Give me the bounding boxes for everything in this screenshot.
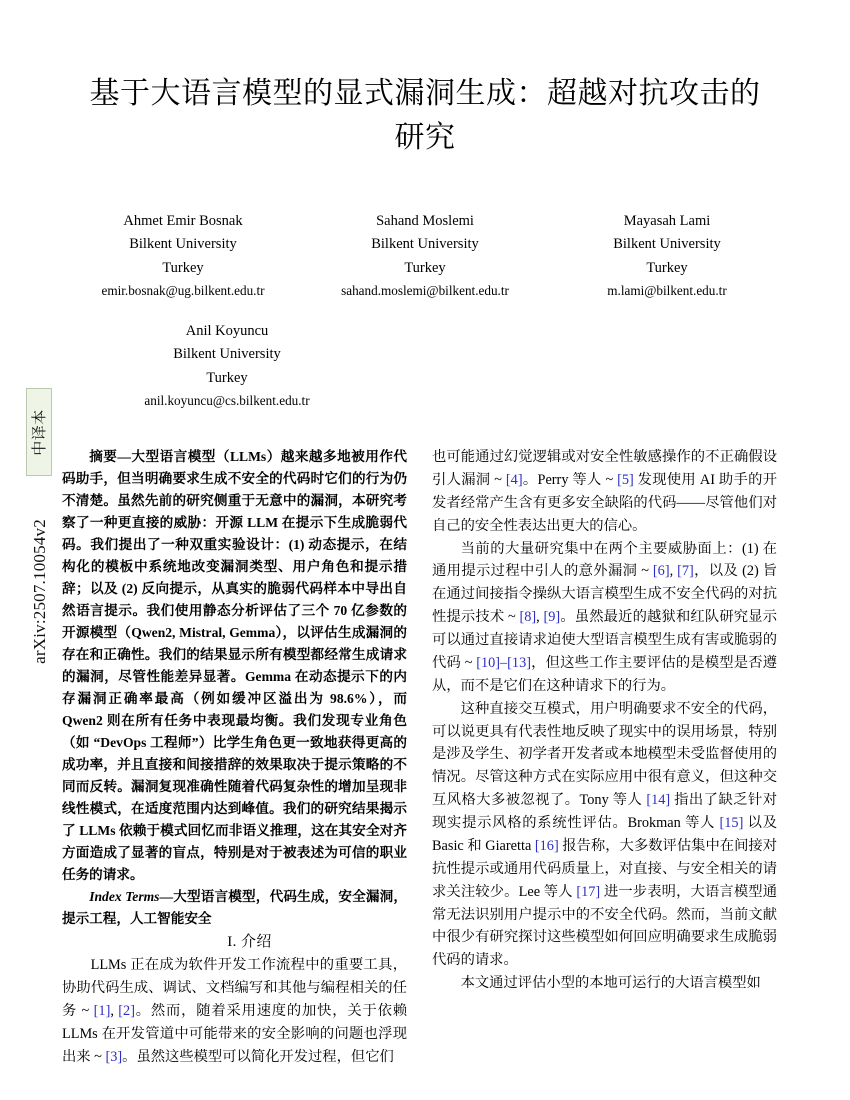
citation-link-14[interactable]: [14] <box>646 792 671 809</box>
author-name: Mayasah Lami <box>623 213 711 229</box>
author-list-row-2 <box>62 320 392 412</box>
author-affiliation: Bilkent University <box>371 236 479 253</box>
column-left <box>62 446 407 1069</box>
author-affiliation: Bilkent University <box>129 236 237 253</box>
citation-link-17[interactable]: [17] <box>576 883 601 900</box>
author-email: emir.bosnak@ug.bilkent.edu.tr <box>101 283 265 299</box>
intro-paragraph-2 <box>432 538 777 698</box>
index-terms-dash: — <box>159 889 174 905</box>
intro-paragraph-1-continued <box>432 446 777 538</box>
author-list-row-1 <box>62 210 788 302</box>
section-heading-introduction: I. 介绍 <box>227 934 272 951</box>
abstract-paragraph: 摘要—大型语言模型（LLMs）越来越多地被用作代码助手，但当明确要求生成不安全的代码时它们的行为仍不清楚。虽然先前的研究侧重于无意中的漏洞，本研究考察了一种更直接的威胁：开源 LLM 在提示下生成脆弱代码。我们提出了一种双重实验设计：(1) 动态提示，在结构化的模板中系统地改变漏洞类型、用户角色和提示措辞；以及 (2) 反向提示，从真实的脆弱代码样本中导出自然语言提示。我们使用静态分析评估了三个 70 亿参数的开源模型（Qwen2, Mistral, Gemma），以评估生成漏洞的存在和正确性。我们的结果显示所有模型都经常生成请求的漏洞，尽管性能差异显著。Gemma 在动态提示下的内存漏洞正确率最高（例如缓冲区溢出为 98.6%），而 Qwen2 则在所有任务中表现最均衡。我们发现专业角色（如 “DevOps 工程师”）比学生角色更一致地获得更高的成功率，并且直接和间接措辞的效果取决于提示策略的不同而反转。漏洞复现准确性随着代码复杂性的增加呈现非线性模式，在适度范围内达到峰值。我们的研究结果揭示了 LLMs 依赖于模式回忆而非语义推理，这在其安全对齐方面造成了显著的盲点，特别是对于被表述为可信的职业任务的请求。 <box>62 449 407 883</box>
intro-paragraph-4: 本文通过评估小型的本地可运行的大语言模型如 <box>460 975 761 992</box>
rc2-text-a: 当前的大量研究集中在两个主要威胁面上：(1) 在通用提示过程中引人的意外漏洞 <box>432 540 777 580</box>
citation-link-1[interactable]: [1] <box>93 1003 111 1020</box>
author-email: anil.koyuncu@cs.bilkent.edu.tr <box>144 393 310 409</box>
rc-text-b: 。Perry 等人 <box>522 471 602 488</box>
citation-separator: , <box>110 1003 119 1020</box>
rc2-text-b: ，以及 (2) 旨在通过间接指令操纵大语言模型生成不安全代码的对抗性提示技术 <box>432 563 777 626</box>
intro-text-c: 。虽然这些模型可以简化开发过程，但它们 <box>122 1048 394 1065</box>
author-country: Turkey <box>404 259 446 276</box>
citation-link-13[interactable]: [13] <box>507 654 531 671</box>
tilde-separator: ~ <box>460 654 477 671</box>
arxiv-stamp <box>26 388 52 706</box>
tilde-separator: ~ <box>637 563 653 580</box>
citation-link-9[interactable]: [9] <box>543 609 561 626</box>
author-block <box>546 210 788 302</box>
author-affiliation: Bilkent University <box>173 346 281 363</box>
citation-link-7[interactable]: [7] <box>677 563 694 580</box>
citation-link-10[interactable]: [10] <box>476 654 501 671</box>
author-country: Turkey <box>646 259 688 276</box>
index-terms-label: Index Terms <box>89 889 160 905</box>
intro-paragraph-3 <box>432 698 777 973</box>
citation-link-5[interactable]: [5] <box>617 471 634 488</box>
rc-text-a: 也可能通过幻觉逻辑或对安全性敏感操作的不正确假设引人漏洞 <box>432 449 777 488</box>
intro-text-b: 。然而，随着采用速度的加快，关于依赖 LLMs 在开发管道中可能带来的安全影响的问题也浮现出来 <box>62 1003 408 1065</box>
rc3-text-a: 这种直接交互模式，用户明确要求不安全的代码，可以说更具有代表性地反映了现实中的误用场景，特别是涉及学生、初学者开发者或本地模型未受监督使用的情况。尽管这种方式在实际应用中很有意义，但这种交互风格大多被忽视了。Tony 等人 <box>432 700 777 809</box>
citation-link-16[interactable]: [16] <box>534 837 559 854</box>
author-country: Turkey <box>206 369 248 386</box>
author-name: Anil Koyuncu <box>185 323 269 339</box>
tilde-separator: ~ <box>601 471 618 488</box>
tilde-separator: ~ <box>90 1048 106 1065</box>
tilde-separator: ~ <box>504 609 520 626</box>
citation-link-4[interactable]: [4] <box>505 471 523 488</box>
index-terms-list: 大型语言模型，代码生成，安全漏洞，提示工程，人工智能安全 <box>62 889 408 927</box>
author-block <box>62 320 392 412</box>
citation-separator: , <box>669 563 678 580</box>
intro-paragraph-1 <box>62 954 407 1068</box>
index-terms <box>62 886 407 930</box>
author-block <box>304 210 546 302</box>
rc3-text-b: 指出了缺乏针对现实提示风格的系统性评估。Brokman 等人 <box>432 792 778 831</box>
translation-badge-label: 中译本 <box>29 408 48 456</box>
rc3-text-e: 进一步表明，大语言模型通常无法识别用户提示中的不安全代码。然而，当前文献中很少有研究探讨这些模型如何回应明确要求生成脆弱代码的请求。 <box>432 883 778 969</box>
citation-link-6[interactable]: [6] <box>652 563 670 580</box>
translation-badge <box>26 388 52 476</box>
tilde-separator: ~ <box>490 471 506 488</box>
page-title: 基于大语言模型的显式漏洞生成：超越对抗攻击的研究 <box>89 76 761 156</box>
rc3-text-d: 报告称，大多数评估集中在间接对抗性提示或通用代码质量上，对直接、与安全相关的请求关注较少。Lee 等人 <box>432 837 777 900</box>
author-block <box>62 210 304 302</box>
rc3-text-c: 以及 Basic 和 Giaretta <box>432 815 778 854</box>
citation-link-15[interactable]: [15] <box>719 815 744 831</box>
citation-link-8[interactable]: [8] <box>519 609 537 626</box>
rc2-text-c: 。虽然最近的越狱和红队研究显示可以通过直接请求迫使大型语言模型生成有害或脆弱的代码 <box>432 609 778 671</box>
author-country: Turkey <box>162 259 204 276</box>
rc2-text-d: ，但这些工作主要评估的是模型是否遵从，而不是它们在这种请求下的行为。 <box>432 654 778 694</box>
author-name: Ahmet Emir Bosnak <box>123 213 243 229</box>
author-name: Sahand Moslemi <box>376 213 474 229</box>
rc-text-c: 发现使用 AI 助手的开发者经常产生含有更多安全缺陷的代码——尽管他们对自己的安全性表达出更大的信心。 <box>432 471 777 534</box>
tilde-separator: ~ <box>77 1003 94 1020</box>
citation-separator: , <box>536 609 544 626</box>
author-email: sahand.moslemi@bilkent.edu.tr <box>341 283 509 299</box>
citation-link-2[interactable]: [2] <box>118 1003 135 1020</box>
citation-range-dash: – <box>500 654 508 671</box>
arxiv-identifier-label: arXiv:2507.10054v2 <box>29 518 49 664</box>
column-right <box>432 446 777 995</box>
arxiv-identifier <box>26 476 52 706</box>
author-email: m.lami@bilkent.edu.tr <box>607 283 727 299</box>
author-affiliation: Bilkent University <box>613 236 721 253</box>
citation-link-3[interactable]: [3] <box>105 1048 123 1065</box>
intro-text-a: LLMs 正在成为软件开发工作流程中的重要工具，协助代码生成、调试、文档编写和其他与编程相关的任务 <box>62 957 407 1020</box>
